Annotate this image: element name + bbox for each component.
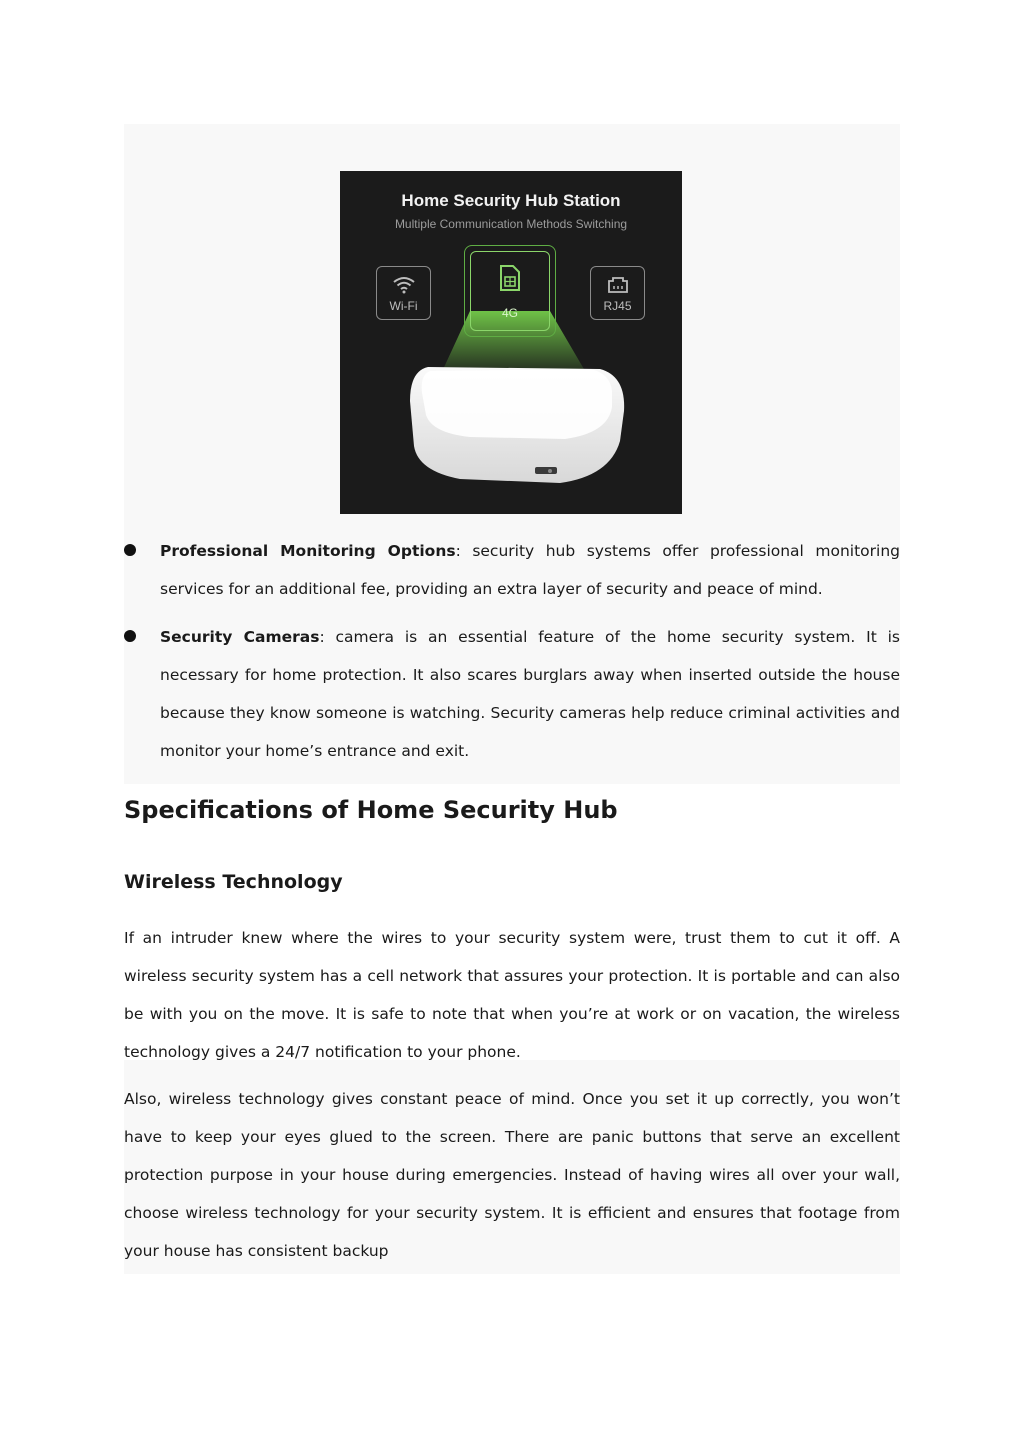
wifi-mode-tile [376,266,431,320]
subsection-heading: Wireless Technology [124,871,343,893]
bullet-term: Security Cameras [160,628,320,646]
4g-mode-label: 4G [501,306,518,320]
body-paragraph: Also, wireless technology gives constant peace of mind. Once you set it up correctly, you won’t have to keep your eyes glued to the screen. There are panic buttons that serve an excellent protection purpose in your house during emergencies. Instead of having wires all over your wall, choose wireless technology for your security system. It is efficient and ensures that footage from your house has consistent backup [124,1090,900,1260]
4g-mode-tile [470,251,550,331]
wifi-mode-label: Wi-Fi [389,299,418,313]
bullet-dot [124,630,136,642]
sim-card-icon [499,264,521,292]
wifi-icon [392,275,416,295]
bullet-text [160,618,900,770]
body-paragraph: If an intruder knew where the wires to your security system were, trust them to cut it off. A wireless security system has a cell network that assures your protection. It is portable and can also be with you on the move. It is safe to note that when you’re at work or on vacation, the wireless technology gives a 24/7 notification to your phone. [124,929,900,1061]
section-heading: Specifications of Home Security Hub [124,796,618,824]
bullet-term: Professional Monitoring Options [160,542,456,560]
bullet-description: : security hub systems offer professional monitoring services for an additional fee, providing an extra layer of security and peace of mind. [160,542,900,598]
bullet-description: : camera is an essential feature of the home security system. It is necessary for home protection. It also scares burglars away when inserted outside the house because they know someone is watching. Security cameras help reduce criminal activities and monitor your home’s entrance and exit. [160,628,900,760]
bullet-text [160,532,900,608]
bullet-dot [124,544,136,556]
rj45-mode-tile [590,266,645,320]
ethernet-port-icon [607,275,629,295]
rj45-mode-label: RJ45 [603,299,632,313]
image-subtitle: Multiple Communication Methods Switching [394,217,628,231]
image-title: Home Security Hub Station [401,191,621,210]
hub-product-image [340,171,682,514]
